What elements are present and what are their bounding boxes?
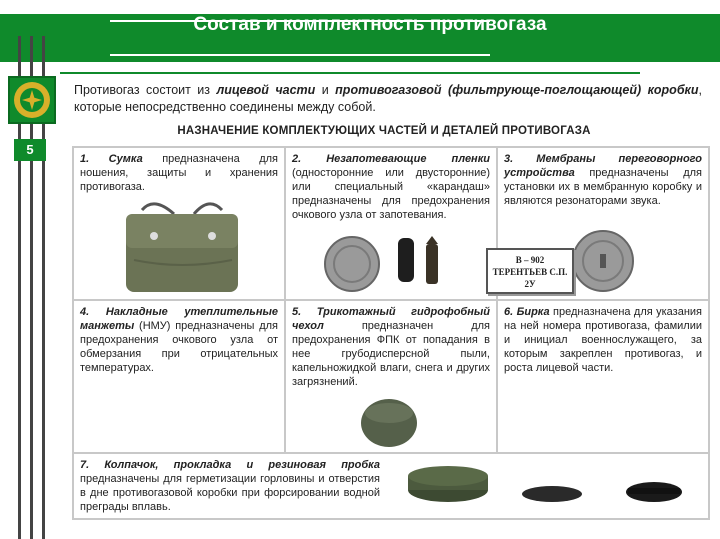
page-title: Состав и комплектность противогаза: [193, 14, 547, 35]
section-subtitle: НАЗНАЧЕНИЕ КОМПЛЕКТУЮЩИХ ЧАСТЕЙ И ДЕТАЛЕЙ ПРОТИВОГАЗА: [177, 125, 591, 137]
parts-table: [72, 146, 710, 520]
cell-cover: [285, 300, 497, 453]
emblem-icon: [8, 76, 56, 124]
item-description: предназначен для предохранения ФПК от попадания в нее грубодисперсной пыли, капельножидкой влаги, снега и других загрязнений.: [292, 320, 490, 388]
item-description: предназначены для установки их в мембранную коробку и являются резонаторами звука.: [504, 167, 702, 207]
intro-term: лицевой части: [216, 83, 316, 97]
intro-paragraph: [74, 82, 702, 116]
name-tag-image: [486, 248, 574, 294]
membrane-image: [570, 228, 636, 294]
tag-size: 2У: [524, 279, 536, 289]
intro-text: и: [315, 83, 336, 97]
intro-text: , которые непосредственно соединены между собой.: [74, 83, 703, 114]
item-description: (односторонние или двусторонние) или специальный «карандаш» предназначены для предохранения очкового узла от запотевания.: [292, 167, 490, 221]
title-underline: [60, 72, 640, 74]
item-description: (НМУ) предназначены для предохранения очкового узла от обмерзания при отрицательных температурах.: [80, 320, 278, 374]
films-image: [316, 234, 466, 294]
item-name: 6. Бирка: [504, 306, 550, 318]
intro-term: противогазовой (фильтрующе-поглощающей) коробки: [335, 83, 699, 97]
intro-text: Противогаз состоит из: [74, 83, 217, 97]
bag-image: [114, 200, 249, 298]
item-description: предназначены для герметизации горловины и отверстия в дне противогазовой коробки при форсировании водной преграды вплавь.: [80, 473, 380, 513]
item-name: 5. Трикотажный гидрофобный чехол: [292, 306, 490, 332]
tag-surname: ТЕРЕНТЬЕВ С.П.: [492, 267, 568, 277]
item-name: 7. Колпачок, прокладка и резиновая пробка: [80, 459, 380, 471]
cell-bag: [73, 147, 285, 300]
cap-gasket-plug-image: [404, 460, 694, 510]
title-rule-bottom: [110, 54, 490, 56]
cell-cuffs: [73, 300, 285, 453]
item-description: предназначена для ношения, защиты и хранения противогаза.: [80, 153, 278, 193]
item-description: предназначена для указания на ней номера противогаза, фамилии и инициал военнослужащего, за которым закреплен противогаз, и роста лицевой части.: [504, 306, 702, 374]
item-name: 1. Сумка: [80, 153, 143, 165]
item-name: 3. Мембраны переговорного устройства: [504, 153, 702, 179]
item-name: 4. Накладные утеплительные манжеты: [80, 306, 278, 332]
item-name: 2. Незапотевающие пленки: [292, 153, 490, 165]
cell-tag: [497, 300, 709, 453]
tag-number: В – 902: [515, 255, 545, 265]
page-number: 5: [14, 139, 46, 161]
cell-films: [285, 147, 497, 300]
cell-cap: [73, 453, 709, 519]
cover-image: [358, 393, 420, 449]
